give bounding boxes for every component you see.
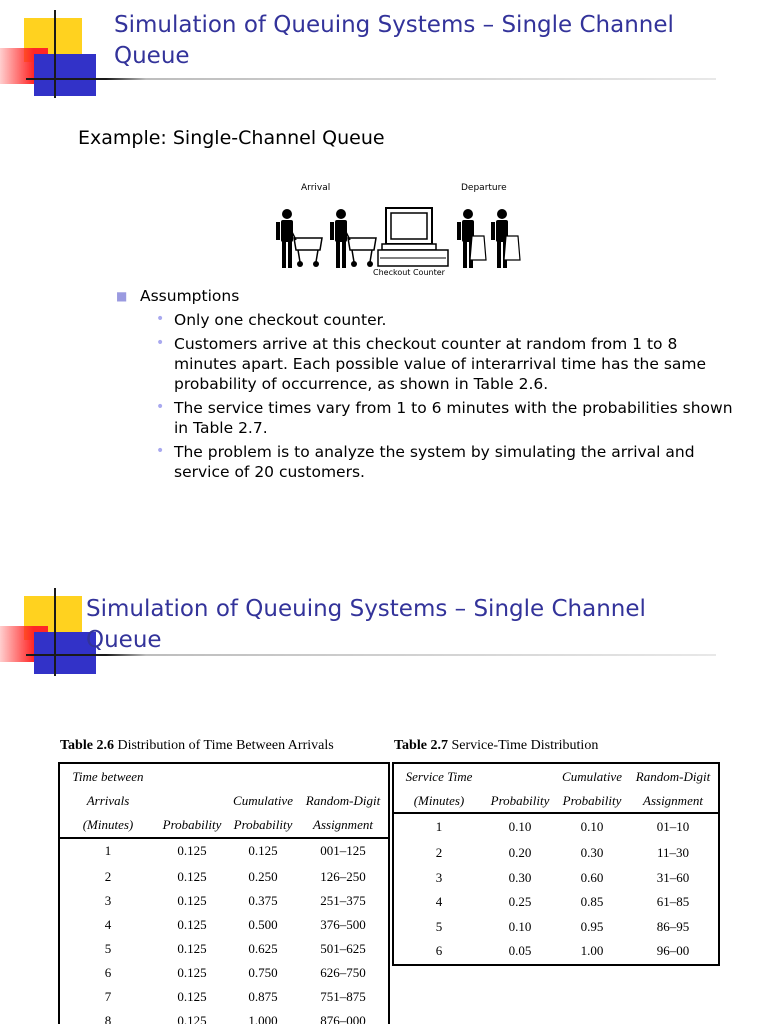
table-row (60, 889, 388, 913)
bullet-assumptions (116, 286, 736, 306)
table-header-row (394, 765, 718, 789)
table-cell: 126–250 (320, 869, 366, 884)
table-header-row (60, 813, 388, 837)
table-2-7 (394, 765, 718, 964)
table-cell: 0.20 (508, 845, 532, 861)
table-cell: 0.625 (248, 941, 278, 956)
table-cell: 0.875 (248, 989, 278, 1004)
table-cell: 1 (435, 819, 443, 834)
table-cell: 376–500 (320, 917, 366, 932)
table-cell: 0.125 (248, 843, 278, 858)
table-cell: 3 (104, 893, 112, 908)
table-header-cell (484, 765, 556, 789)
table-row (394, 915, 718, 940)
title-underline (26, 78, 716, 80)
slide-title: Simulation of Queuing Systems – Single Channel Queue (114, 12, 674, 69)
slide-title: Simulation of Queuing Systems – Single Channel Queue (86, 596, 646, 653)
table-header-cell: (Minutes) (82, 817, 134, 832)
table-cell: 6 (435, 943, 443, 959)
customer-with-bag-icon (457, 209, 486, 268)
table-cell: 4 (435, 894, 443, 910)
table-cell: 876–000 (320, 1013, 366, 1024)
table-2-7-caption (394, 738, 598, 754)
table-cell: 11–30 (656, 845, 690, 861)
table-header-cell: (Minutes) (413, 793, 465, 808)
sub-bullet (116, 442, 736, 482)
table-cell: 0.25 (508, 894, 532, 910)
table-header-cell: Cumulative (562, 769, 622, 784)
table-header-cell (156, 765, 228, 789)
table-cell: 2 (104, 869, 112, 884)
dot-bullet-icon: • (156, 335, 165, 351)
table-cell: 0.125 (177, 843, 207, 858)
table-cell: 0.125 (177, 941, 207, 956)
slide-2 (0, 512, 768, 1024)
table-header-cell: Assignment (643, 793, 703, 808)
checkout-illustration (270, 180, 530, 280)
table-header-cell (298, 765, 388, 789)
table-caption-text: Distribution of Time Between Arrivals (117, 738, 334, 753)
table-header-cell (156, 789, 228, 813)
logo-vertical-line (54, 10, 56, 98)
assumptions-list (116, 286, 736, 486)
table-cell: 3 (435, 869, 443, 885)
customer-with-cart-icon (276, 209, 322, 268)
table-header-cell: Assignment (313, 817, 373, 832)
table-cell: 0.10 (580, 819, 604, 834)
table-number: Table 2.6 (60, 738, 114, 753)
table-row (394, 813, 718, 841)
table-header-cell: Probability (490, 793, 550, 808)
table-row (394, 939, 718, 964)
table-cell: 0.750 (248, 965, 278, 980)
table-cell: 61–85 (656, 894, 690, 910)
table-cell: 5 (104, 941, 112, 956)
logo-blue-square (34, 54, 96, 96)
table-cell: 0.125 (177, 917, 207, 932)
table-2-6 (60, 765, 388, 1024)
customer-with-bag-icon (491, 209, 520, 268)
table-cell: 751–875 (320, 989, 366, 1004)
table-cell: 0.125 (177, 893, 207, 908)
sub-bullet-text: The problem is to analyze the system by simulating the arrival and service of 20 customers. (174, 443, 695, 481)
checkout-counter-icon (378, 208, 448, 266)
departure-label: Departure (461, 183, 507, 193)
table-header-cell: Probability (233, 817, 293, 832)
arrival-label: Arrival (301, 183, 331, 193)
queue-figure-svg (270, 180, 530, 270)
table-cell: 0.30 (508, 869, 532, 885)
table-cell: 501–625 (320, 941, 366, 956)
table-cell: 01–10 (656, 819, 690, 834)
table-cell: 0.125 (177, 965, 207, 980)
table-cell: 31–60 (656, 869, 690, 885)
table-header-row (60, 765, 388, 789)
table-header-cell: Probability (162, 817, 222, 832)
dot-bullet-icon: • (156, 443, 165, 459)
table-cell: 0.125 (177, 1013, 207, 1024)
table-cell: 0.125 (177, 989, 207, 1004)
table-row (60, 961, 388, 985)
sub-bullet (116, 334, 736, 394)
dot-bullet-icon: • (156, 399, 165, 415)
table-header-cell: Arrivals (86, 793, 130, 808)
table-cell: 0.10 (508, 918, 532, 934)
table-cell: 0.10 (508, 819, 532, 834)
table-cell: 8 (104, 1013, 112, 1024)
table-cell: 251–375 (320, 893, 366, 908)
table-cell: 0.30 (580, 845, 604, 861)
table-cell: 0.05 (508, 943, 532, 959)
table-row (60, 985, 388, 1009)
table-cell: 96–00 (656, 943, 690, 959)
customer-with-cart-icon (330, 209, 376, 268)
table-header-cell: Random-Digit (305, 793, 381, 808)
table-header-row (60, 789, 388, 813)
table-cell: 0.85 (580, 894, 604, 910)
table-cell: 0.500 (248, 917, 278, 932)
table-cell: 86–95 (656, 918, 690, 934)
table-header-cell: Service Time (405, 769, 473, 784)
table-2-6-caption (60, 738, 334, 754)
sub-bullet-text: Customers arrive at this checkout counter at random from 1 to 8 minutes apart. Each possible value of interarrival time has the same probability of occurrence, as shown in Table 2.6. (174, 335, 707, 393)
sub-bullet-text: The service times vary from 1 to 6 minutes with the probabilities shown in Table 2.7. (174, 399, 733, 437)
table-cell: 7 (104, 989, 112, 1004)
table-header-cell: Random-Digit (635, 769, 711, 784)
table-row (394, 890, 718, 915)
table-caption-text: Service-Time Distribution (451, 738, 599, 753)
logo-vertical-line (54, 588, 56, 676)
square-bullet-icon: ■ (116, 289, 128, 303)
table-row (60, 1009, 388, 1024)
table-row (60, 913, 388, 937)
table-header-cell: Cumulative (233, 793, 293, 808)
table-number: Table 2.7 (394, 738, 448, 753)
table-row (60, 937, 388, 961)
table-cell: 0.95 (580, 918, 604, 934)
table-cell: 1.00 (580, 943, 604, 959)
dot-bullet-icon: • (156, 311, 165, 327)
table-header-row (394, 789, 718, 813)
table-cell: 001–125 (320, 843, 366, 858)
table-cell: 6 (104, 965, 112, 980)
table-header-cell (228, 765, 298, 789)
bullet-text: Assumptions (140, 287, 240, 305)
sub-bullet-text: Only one checkout counter. (174, 311, 387, 329)
table-cell: 1 (104, 843, 112, 858)
table-cell: 4 (104, 917, 112, 932)
checkout-counter-label: Checkout Counter (373, 268, 445, 277)
corner-logo (0, 0, 110, 100)
example-heading: Example: Single-Channel Queue (78, 127, 385, 149)
table-header-cell: Time between (72, 769, 144, 784)
sub-bullet (116, 398, 736, 438)
sub-bullet (116, 310, 736, 330)
table-row (394, 866, 718, 891)
table-cell: 626–750 (320, 965, 366, 980)
table-row (394, 841, 718, 866)
table-cell: 0.250 (248, 869, 278, 884)
table-cell: 0.375 (248, 893, 278, 908)
table-cell: 0.125 (177, 869, 207, 884)
table-cell: 1.000 (248, 1013, 278, 1024)
table-cell: 2 (435, 845, 443, 861)
table-header-cell: Probability (562, 793, 622, 808)
table-row (60, 865, 388, 889)
table-cell: 5 (435, 918, 443, 934)
table-cell: 0.60 (580, 869, 604, 885)
table-row (60, 837, 388, 865)
